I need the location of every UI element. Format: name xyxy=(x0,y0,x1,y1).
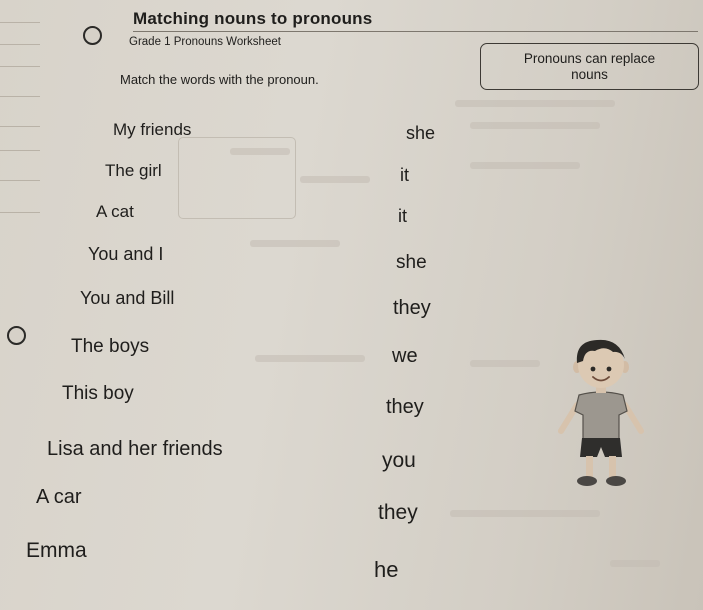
noun-item: Emma xyxy=(26,539,87,562)
noun-item: A cat xyxy=(96,202,134,221)
pronoun-item: they xyxy=(378,501,418,524)
bleed-through-mark xyxy=(470,122,600,129)
ruled-line xyxy=(0,44,40,45)
ruled-line xyxy=(0,66,40,67)
bleed-through-mark xyxy=(450,510,600,517)
bleed-through-mark xyxy=(300,176,370,183)
pronoun-item: she xyxy=(396,252,427,273)
note-line-2: nouns xyxy=(571,67,608,82)
page-title: Matching nouns to pronouns xyxy=(133,9,373,28)
noun-item: My friends xyxy=(113,120,192,139)
noun-item: You and I xyxy=(88,244,164,264)
instructions: Match the words with the pronoun. xyxy=(120,72,319,87)
bleed-through-mark xyxy=(250,240,340,247)
pronoun-item: it xyxy=(398,206,407,226)
binder-hole xyxy=(83,26,102,45)
noun-item: You and Bill xyxy=(80,288,175,308)
grade-label: Grade 1 Pronouns Worksheet xyxy=(129,36,281,48)
ruled-line xyxy=(0,126,40,127)
pronoun-item: he xyxy=(374,557,399,582)
bleed-through-mark xyxy=(610,560,660,567)
title-divider xyxy=(133,31,698,32)
noun-item: A car xyxy=(36,486,82,508)
pronoun-item: we xyxy=(392,345,418,367)
bleed-through-mark xyxy=(470,360,540,367)
pronoun-item: they xyxy=(386,396,424,418)
noun-item: This boy xyxy=(62,383,134,404)
boy-illustration xyxy=(555,335,647,493)
bleed-through-mark xyxy=(470,162,580,169)
pronoun-note-box xyxy=(480,43,699,90)
pronoun-item: you xyxy=(382,449,416,472)
faint-box xyxy=(178,137,296,219)
note-line-1: Pronouns can replace xyxy=(523,51,656,66)
pronoun-item: they xyxy=(393,297,431,319)
bleed-through-mark xyxy=(455,100,615,107)
pronoun-item: it xyxy=(400,165,409,185)
ruled-line xyxy=(0,212,40,213)
pronoun-item: she xyxy=(406,123,436,143)
noun-item: Lisa and her friends xyxy=(47,438,223,460)
ruled-line xyxy=(0,180,40,181)
noun-item: The girl xyxy=(105,161,162,180)
noun-item: The boys xyxy=(71,336,150,357)
ruled-line xyxy=(0,22,40,23)
ruled-line xyxy=(0,150,40,151)
bleed-through-mark xyxy=(255,355,365,362)
ruled-line xyxy=(0,96,40,97)
binder-hole xyxy=(7,326,26,345)
